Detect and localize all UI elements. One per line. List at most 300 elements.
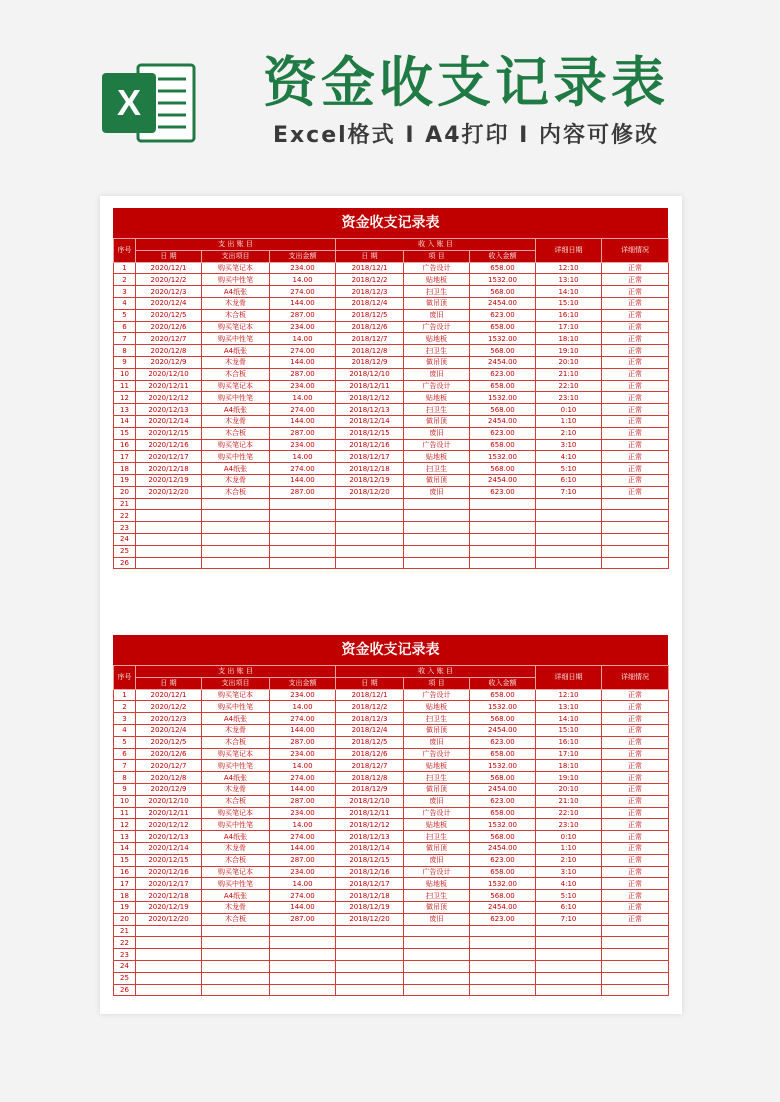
expense-date-cell: 2020/12/14 — [136, 842, 202, 854]
detail-status-cell: 正常 — [602, 274, 669, 286]
detail-status-cell: 正常 — [602, 368, 669, 380]
expense-date-header: 日 期 — [136, 250, 202, 262]
row-number-cell: 22 — [114, 937, 136, 949]
detail-status-cell — [602, 937, 669, 949]
income-date-cell: 2018/12/5 — [336, 309, 404, 321]
sheet-title: 资金收支记录表 — [113, 208, 668, 238]
income-item-cell: 废旧 — [404, 427, 470, 439]
row-number-cell: 7 — [114, 333, 136, 345]
expense-amount-header: 支出金额 — [270, 677, 336, 689]
income-item-cell: 扫卫生 — [404, 713, 470, 725]
income-amount-cell: 658.00 — [470, 748, 536, 760]
expense-amount-cell: 287.00 — [270, 736, 336, 748]
expense-amount-cell: 234.00 — [270, 380, 336, 392]
expense-amount-cell: 274.00 — [270, 345, 336, 357]
income-amount-cell: 2454.00 — [470, 724, 536, 736]
detail-time-cell: 20:10 — [536, 783, 602, 795]
income-date-cell: 2018/12/17 — [336, 878, 404, 890]
table-row — [114, 890, 669, 902]
expense-amount-cell — [270, 937, 336, 949]
detail-time-cell: 23:10 — [536, 819, 602, 831]
detail-time-cell: 22:10 — [536, 807, 602, 819]
income-item-cell — [404, 557, 470, 569]
table-row — [114, 736, 669, 748]
detail-time-cell: 13:10 — [536, 274, 602, 286]
expense-amount-cell: 287.00 — [270, 913, 336, 925]
income-item-cell — [404, 925, 470, 937]
detail-status-cell — [602, 960, 669, 972]
income-amount-cell — [470, 498, 536, 510]
detail-status-cell: 正常 — [602, 451, 669, 463]
row-number-cell: 6 — [114, 321, 136, 333]
table-row — [114, 795, 669, 807]
income-date-cell: 2018/12/1 — [336, 262, 404, 274]
table-row — [114, 689, 669, 701]
income-date-cell: 2018/12/14 — [336, 415, 404, 427]
table-row — [114, 949, 669, 961]
income-amount-cell: 658.00 — [470, 262, 536, 274]
expense-item-cell: A4纸张 — [202, 286, 270, 298]
income-item-cell: 贴地板 — [404, 819, 470, 831]
expense-item-cell — [202, 522, 270, 534]
income-item-cell: 做吊顶 — [404, 415, 470, 427]
expense-item-cell: 购买笔记本 — [202, 380, 270, 392]
expense-amount-cell: 287.00 — [270, 854, 336, 866]
table-row — [114, 392, 669, 404]
detail-status-cell: 正常 — [602, 854, 669, 866]
expense-amount-header: 支出金额 — [270, 250, 336, 262]
income-item-cell: 废旧 — [404, 854, 470, 866]
income-date-cell: 2018/12/13 — [336, 831, 404, 843]
detail-status-cell: 正常 — [602, 772, 669, 784]
income-item-cell: 广告设计 — [404, 321, 470, 333]
expense-amount-cell: 234.00 — [270, 748, 336, 760]
income-date-cell: 2018/12/14 — [336, 842, 404, 854]
income-amount-cell: 1532.00 — [470, 274, 536, 286]
detail-status-cell — [602, 522, 669, 534]
table-row — [114, 984, 669, 996]
detail-status-cell: 正常 — [602, 689, 669, 701]
income-amount-cell — [470, 925, 536, 937]
detail-status-cell: 正常 — [602, 356, 669, 368]
expense-date-cell: 2020/12/7 — [136, 333, 202, 345]
row-number-cell: 7 — [114, 760, 136, 772]
income-item-cell: 做吊顶 — [404, 724, 470, 736]
expense-amount-cell — [270, 984, 336, 996]
row-number-cell: 18 — [114, 890, 136, 902]
detail-time-cell: 22:10 — [536, 380, 602, 392]
detail-time-cell — [536, 949, 602, 961]
expense-date-cell: 2020/12/2 — [136, 701, 202, 713]
detail-time-cell: 6:10 — [536, 474, 602, 486]
row-number-cell: 8 — [114, 345, 136, 357]
income-item-cell: 广告设计 — [404, 748, 470, 760]
detail-status-cell — [602, 545, 669, 557]
detail-status-cell — [602, 533, 669, 545]
table-row — [114, 286, 669, 298]
expense-item-cell: 木龙骨 — [202, 356, 270, 368]
detail-status-cell: 正常 — [602, 345, 669, 357]
detail-time-cell: 0:10 — [536, 404, 602, 416]
income-date-cell: 2018/12/10 — [336, 795, 404, 807]
expense-amount-cell: 234.00 — [270, 321, 336, 333]
detail-time-cell — [536, 557, 602, 569]
income-amount-cell: 1532.00 — [470, 333, 536, 345]
detail-time-cell — [536, 498, 602, 510]
income-item-cell — [404, 545, 470, 557]
row-number-cell: 17 — [114, 878, 136, 890]
expense-amount-cell: 144.00 — [270, 783, 336, 795]
expense-date-cell: 2020/12/13 — [136, 831, 202, 843]
expense-amount-cell: 14.00 — [270, 819, 336, 831]
detail-status-cell — [602, 984, 669, 996]
expense-item-cell: 木合板 — [202, 854, 270, 866]
expense-amount-cell: 144.00 — [270, 297, 336, 309]
row-number-cell: 11 — [114, 807, 136, 819]
income-amount-cell: 568.00 — [470, 463, 536, 475]
income-date-cell: 2018/12/17 — [336, 451, 404, 463]
income-date-cell: 2018/12/8 — [336, 345, 404, 357]
income-date-cell: 2018/12/12 — [336, 819, 404, 831]
expense-amount-cell: 287.00 — [270, 795, 336, 807]
expense-item-cell: 购买中性笔 — [202, 878, 270, 890]
expense-group-header: 支 出 账 目 — [136, 666, 336, 678]
row-number-cell: 4 — [114, 297, 136, 309]
detail-status-cell — [602, 557, 669, 569]
expense-amount-cell — [270, 949, 336, 961]
detail-time-cell — [536, 522, 602, 534]
table-row — [114, 333, 669, 345]
detail-time-cell: 16:10 — [536, 736, 602, 748]
expense-date-cell: 2020/12/6 — [136, 321, 202, 333]
income-amount-cell — [470, 545, 536, 557]
table-row — [114, 819, 669, 831]
income-date-cell — [336, 937, 404, 949]
income-date-cell — [336, 972, 404, 984]
detail-time-cell — [536, 984, 602, 996]
row-number-cell: 15 — [114, 427, 136, 439]
table-row — [114, 701, 669, 713]
table-row — [114, 474, 669, 486]
expense-date-cell: 2020/12/11 — [136, 807, 202, 819]
expense-amount-cell — [270, 960, 336, 972]
table-row — [114, 368, 669, 380]
expense-amount-cell: 274.00 — [270, 713, 336, 725]
income-amount-cell: 623.00 — [470, 913, 536, 925]
record-table — [113, 665, 669, 996]
detail-time-cell — [536, 972, 602, 984]
income-date-cell: 2018/12/7 — [336, 760, 404, 772]
expense-amount-cell: 144.00 — [270, 842, 336, 854]
detail-time-cell: 0:10 — [536, 831, 602, 843]
table-row — [114, 937, 669, 949]
income-amount-cell: 1532.00 — [470, 878, 536, 890]
income-item-header: 项 目 — [404, 677, 470, 689]
income-amount-cell: 2454.00 — [470, 783, 536, 795]
expense-item-cell: 木龙骨 — [202, 297, 270, 309]
income-item-cell — [404, 960, 470, 972]
expense-amount-cell: 144.00 — [270, 356, 336, 368]
income-date-cell — [336, 533, 404, 545]
income-item-cell: 贴地板 — [404, 333, 470, 345]
row-number-cell: 10 — [114, 368, 136, 380]
expense-item-cell — [202, 510, 270, 522]
income-amount-cell: 568.00 — [470, 713, 536, 725]
detail-time-cell: 14:10 — [536, 286, 602, 298]
row-number-cell: 14 — [114, 415, 136, 427]
row-number-cell: 16 — [114, 866, 136, 878]
income-item-cell: 扫卫生 — [404, 345, 470, 357]
income-item-cell: 扫卫生 — [404, 831, 470, 843]
income-amount-cell: 568.00 — [470, 831, 536, 843]
detail-time-cell — [536, 510, 602, 522]
expense-amount-cell: 14.00 — [270, 878, 336, 890]
detail-time-cell: 14:10 — [536, 713, 602, 725]
table-row — [114, 309, 669, 321]
detail-time-cell: 21:10 — [536, 368, 602, 380]
table-row — [114, 901, 669, 913]
expense-item-cell — [202, 557, 270, 569]
detail-time-cell: 7:10 — [536, 486, 602, 498]
expense-item-cell: 购买笔记本 — [202, 262, 270, 274]
expense-date-cell: 2020/12/16 — [136, 866, 202, 878]
detail-status-cell: 正常 — [602, 807, 669, 819]
income-item-cell: 扫卫生 — [404, 404, 470, 416]
expense-date-cell: 2020/12/5 — [136, 736, 202, 748]
detail-time-cell: 2:10 — [536, 427, 602, 439]
expense-date-cell — [136, 522, 202, 534]
row-number-cell: 3 — [114, 286, 136, 298]
expense-date-cell: 2020/12/19 — [136, 901, 202, 913]
expense-item-cell: 木合板 — [202, 913, 270, 925]
expense-date-cell: 2020/12/8 — [136, 345, 202, 357]
table-row — [114, 297, 669, 309]
expense-date-cell: 2020/12/12 — [136, 392, 202, 404]
expense-item-cell: 木龙骨 — [202, 783, 270, 795]
table-row — [114, 748, 669, 760]
expense-item-cell: A4纸张 — [202, 713, 270, 725]
income-amount-cell: 2454.00 — [470, 901, 536, 913]
expense-amount-cell: 144.00 — [270, 724, 336, 736]
expense-item-cell — [202, 972, 270, 984]
detail-status-cell: 正常 — [602, 901, 669, 913]
income-item-header: 项 目 — [404, 250, 470, 262]
table-row — [114, 345, 669, 357]
expense-date-cell — [136, 937, 202, 949]
expense-item-cell: 购买笔记本 — [202, 689, 270, 701]
income-item-cell: 贴地板 — [404, 701, 470, 713]
detail-time-cell: 7:10 — [536, 913, 602, 925]
detail-time-cell: 21:10 — [536, 795, 602, 807]
expense-amount-cell: 287.00 — [270, 427, 336, 439]
detail-status-cell: 正常 — [602, 404, 669, 416]
expense-date-cell — [136, 949, 202, 961]
income-date-cell: 2018/12/15 — [336, 854, 404, 866]
expense-amount-cell: 274.00 — [270, 404, 336, 416]
detail-status-cell — [602, 498, 669, 510]
table-row — [114, 427, 669, 439]
row-number-cell: 1 — [114, 262, 136, 274]
income-date-cell: 2018/12/2 — [336, 701, 404, 713]
income-amount-cell: 623.00 — [470, 854, 536, 866]
expense-amount-cell: 14.00 — [270, 392, 336, 404]
svg-text:X: X — [116, 82, 142, 123]
table-row — [114, 522, 669, 534]
income-amount-cell: 1532.00 — [470, 760, 536, 772]
table-row — [114, 913, 669, 925]
row-number-cell: 21 — [114, 498, 136, 510]
detail-status-cell: 正常 — [602, 913, 669, 925]
income-amount-cell: 568.00 — [470, 772, 536, 784]
row-number-cell: 13 — [114, 831, 136, 843]
income-item-cell: 做吊顶 — [404, 297, 470, 309]
expense-amount-cell: 144.00 — [270, 901, 336, 913]
detail-time-cell: 6:10 — [536, 901, 602, 913]
expense-date-cell: 2020/12/20 — [136, 913, 202, 925]
expense-item-cell — [202, 545, 270, 557]
income-amount-cell — [470, 522, 536, 534]
detail-date-header: 详细日期 — [536, 666, 602, 690]
table-row — [114, 415, 669, 427]
expense-amount-cell: 14.00 — [270, 701, 336, 713]
income-date-cell: 2018/12/12 — [336, 392, 404, 404]
expense-item-cell — [202, 925, 270, 937]
expense-item-cell: 购买笔记本 — [202, 439, 270, 451]
income-amount-cell: 623.00 — [470, 427, 536, 439]
detail-time-cell: 5:10 — [536, 890, 602, 902]
detail-status-cell — [602, 510, 669, 522]
expense-date-cell: 2020/12/12 — [136, 819, 202, 831]
detail-time-cell: 1:10 — [536, 415, 602, 427]
expense-amount-cell: 274.00 — [270, 772, 336, 784]
expense-amount-cell: 234.00 — [270, 807, 336, 819]
income-amount-cell: 623.00 — [470, 736, 536, 748]
income-date-cell: 2018/12/6 — [336, 321, 404, 333]
expense-date-cell — [136, 510, 202, 522]
row-number-cell: 26 — [114, 557, 136, 569]
expense-amount-cell: 144.00 — [270, 415, 336, 427]
detail-date-header: 详细日期 — [536, 239, 602, 263]
income-amount-cell — [470, 949, 536, 961]
expense-item-cell: A4纸张 — [202, 831, 270, 843]
table-row — [114, 510, 669, 522]
row-number-cell: 6 — [114, 748, 136, 760]
income-date-cell: 2018/12/8 — [336, 772, 404, 784]
table-row — [114, 262, 669, 274]
row-number-cell: 9 — [114, 356, 136, 368]
expense-item-cell: A4纸张 — [202, 772, 270, 784]
expense-item-cell: 购买中性笔 — [202, 392, 270, 404]
income-date-cell — [336, 984, 404, 996]
income-item-cell — [404, 984, 470, 996]
expense-item-cell: 木龙骨 — [202, 901, 270, 913]
expense-group-header: 支 出 账 目 — [136, 239, 336, 251]
expense-amount-cell: 274.00 — [270, 890, 336, 902]
income-amount-cell: 1532.00 — [470, 701, 536, 713]
row-number-cell: 20 — [114, 486, 136, 498]
income-amount-cell — [470, 960, 536, 972]
row-number-cell: 24 — [114, 960, 136, 972]
expense-amount-cell: 14.00 — [270, 451, 336, 463]
income-date-cell: 2018/12/7 — [336, 333, 404, 345]
detail-time-cell — [536, 960, 602, 972]
detail-time-cell: 1:10 — [536, 842, 602, 854]
income-date-cell — [336, 925, 404, 937]
income-date-cell: 2018/12/4 — [336, 297, 404, 309]
detail-time-cell: 19:10 — [536, 345, 602, 357]
detail-status-cell: 正常 — [602, 380, 669, 392]
page-header — [0, 0, 780, 190]
expense-amount-cell: 234.00 — [270, 689, 336, 701]
expense-date-cell: 2020/12/1 — [136, 689, 202, 701]
expense-date-cell: 2020/12/9 — [136, 356, 202, 368]
income-date-cell: 2018/12/15 — [336, 427, 404, 439]
table-row — [114, 807, 669, 819]
expense-date-cell: 2020/12/13 — [136, 404, 202, 416]
detail-time-cell: 17:10 — [536, 748, 602, 760]
expense-item-cell: 购买笔记本 — [202, 321, 270, 333]
expense-amount-cell: 287.00 — [270, 309, 336, 321]
expense-amount-cell: 274.00 — [270, 463, 336, 475]
income-item-cell — [404, 937, 470, 949]
expense-date-cell: 2020/12/15 — [136, 427, 202, 439]
expense-amount-cell: 234.00 — [270, 262, 336, 274]
table-row — [114, 380, 669, 392]
expense-amount-cell: 234.00 — [270, 439, 336, 451]
income-date-cell: 2018/12/3 — [336, 286, 404, 298]
detail-status-cell: 正常 — [602, 415, 669, 427]
detail-time-cell: 17:10 — [536, 321, 602, 333]
income-date-cell: 2018/12/9 — [336, 356, 404, 368]
row-number-cell: 5 — [114, 736, 136, 748]
income-date-cell: 2018/12/20 — [336, 913, 404, 925]
income-amount-cell: 1532.00 — [470, 392, 536, 404]
expense-item-cell: A4纸张 — [202, 345, 270, 357]
table-row — [114, 404, 669, 416]
income-date-cell — [336, 949, 404, 961]
detail-status-cell: 正常 — [602, 262, 669, 274]
income-item-cell — [404, 533, 470, 545]
income-amount-header: 收入金额 — [470, 677, 536, 689]
income-date-cell: 2018/12/2 — [336, 274, 404, 286]
detail-time-cell: 5:10 — [536, 463, 602, 475]
expense-item-cell: 购买中性笔 — [202, 760, 270, 772]
detail-status-cell: 正常 — [602, 321, 669, 333]
detail-time-cell: 13:10 — [536, 701, 602, 713]
expense-date-cell: 2020/12/7 — [136, 760, 202, 772]
expense-date-cell: 2020/12/8 — [136, 772, 202, 784]
expense-date-cell — [136, 557, 202, 569]
detail-time-cell: 3:10 — [536, 866, 602, 878]
page-title: 资金收支记录表 — [263, 51, 669, 114]
expense-item-cell: A4纸张 — [202, 463, 270, 475]
expense-date-cell — [136, 960, 202, 972]
expense-amount-cell: 14.00 — [270, 274, 336, 286]
detail-status-cell — [602, 949, 669, 961]
row-number-cell: 19 — [114, 474, 136, 486]
row-number-cell: 11 — [114, 380, 136, 392]
detail-status-cell — [602, 972, 669, 984]
income-amount-cell: 1532.00 — [470, 819, 536, 831]
detail-status-cell: 正常 — [602, 297, 669, 309]
income-item-cell: 做吊顶 — [404, 901, 470, 913]
detail-status-cell: 正常 — [602, 724, 669, 736]
income-item-cell: 广告设计 — [404, 866, 470, 878]
table-row — [114, 356, 669, 368]
expense-date-cell: 2020/12/11 — [136, 380, 202, 392]
expense-item-cell: 购买中性笔 — [202, 274, 270, 286]
expense-date-cell — [136, 545, 202, 557]
